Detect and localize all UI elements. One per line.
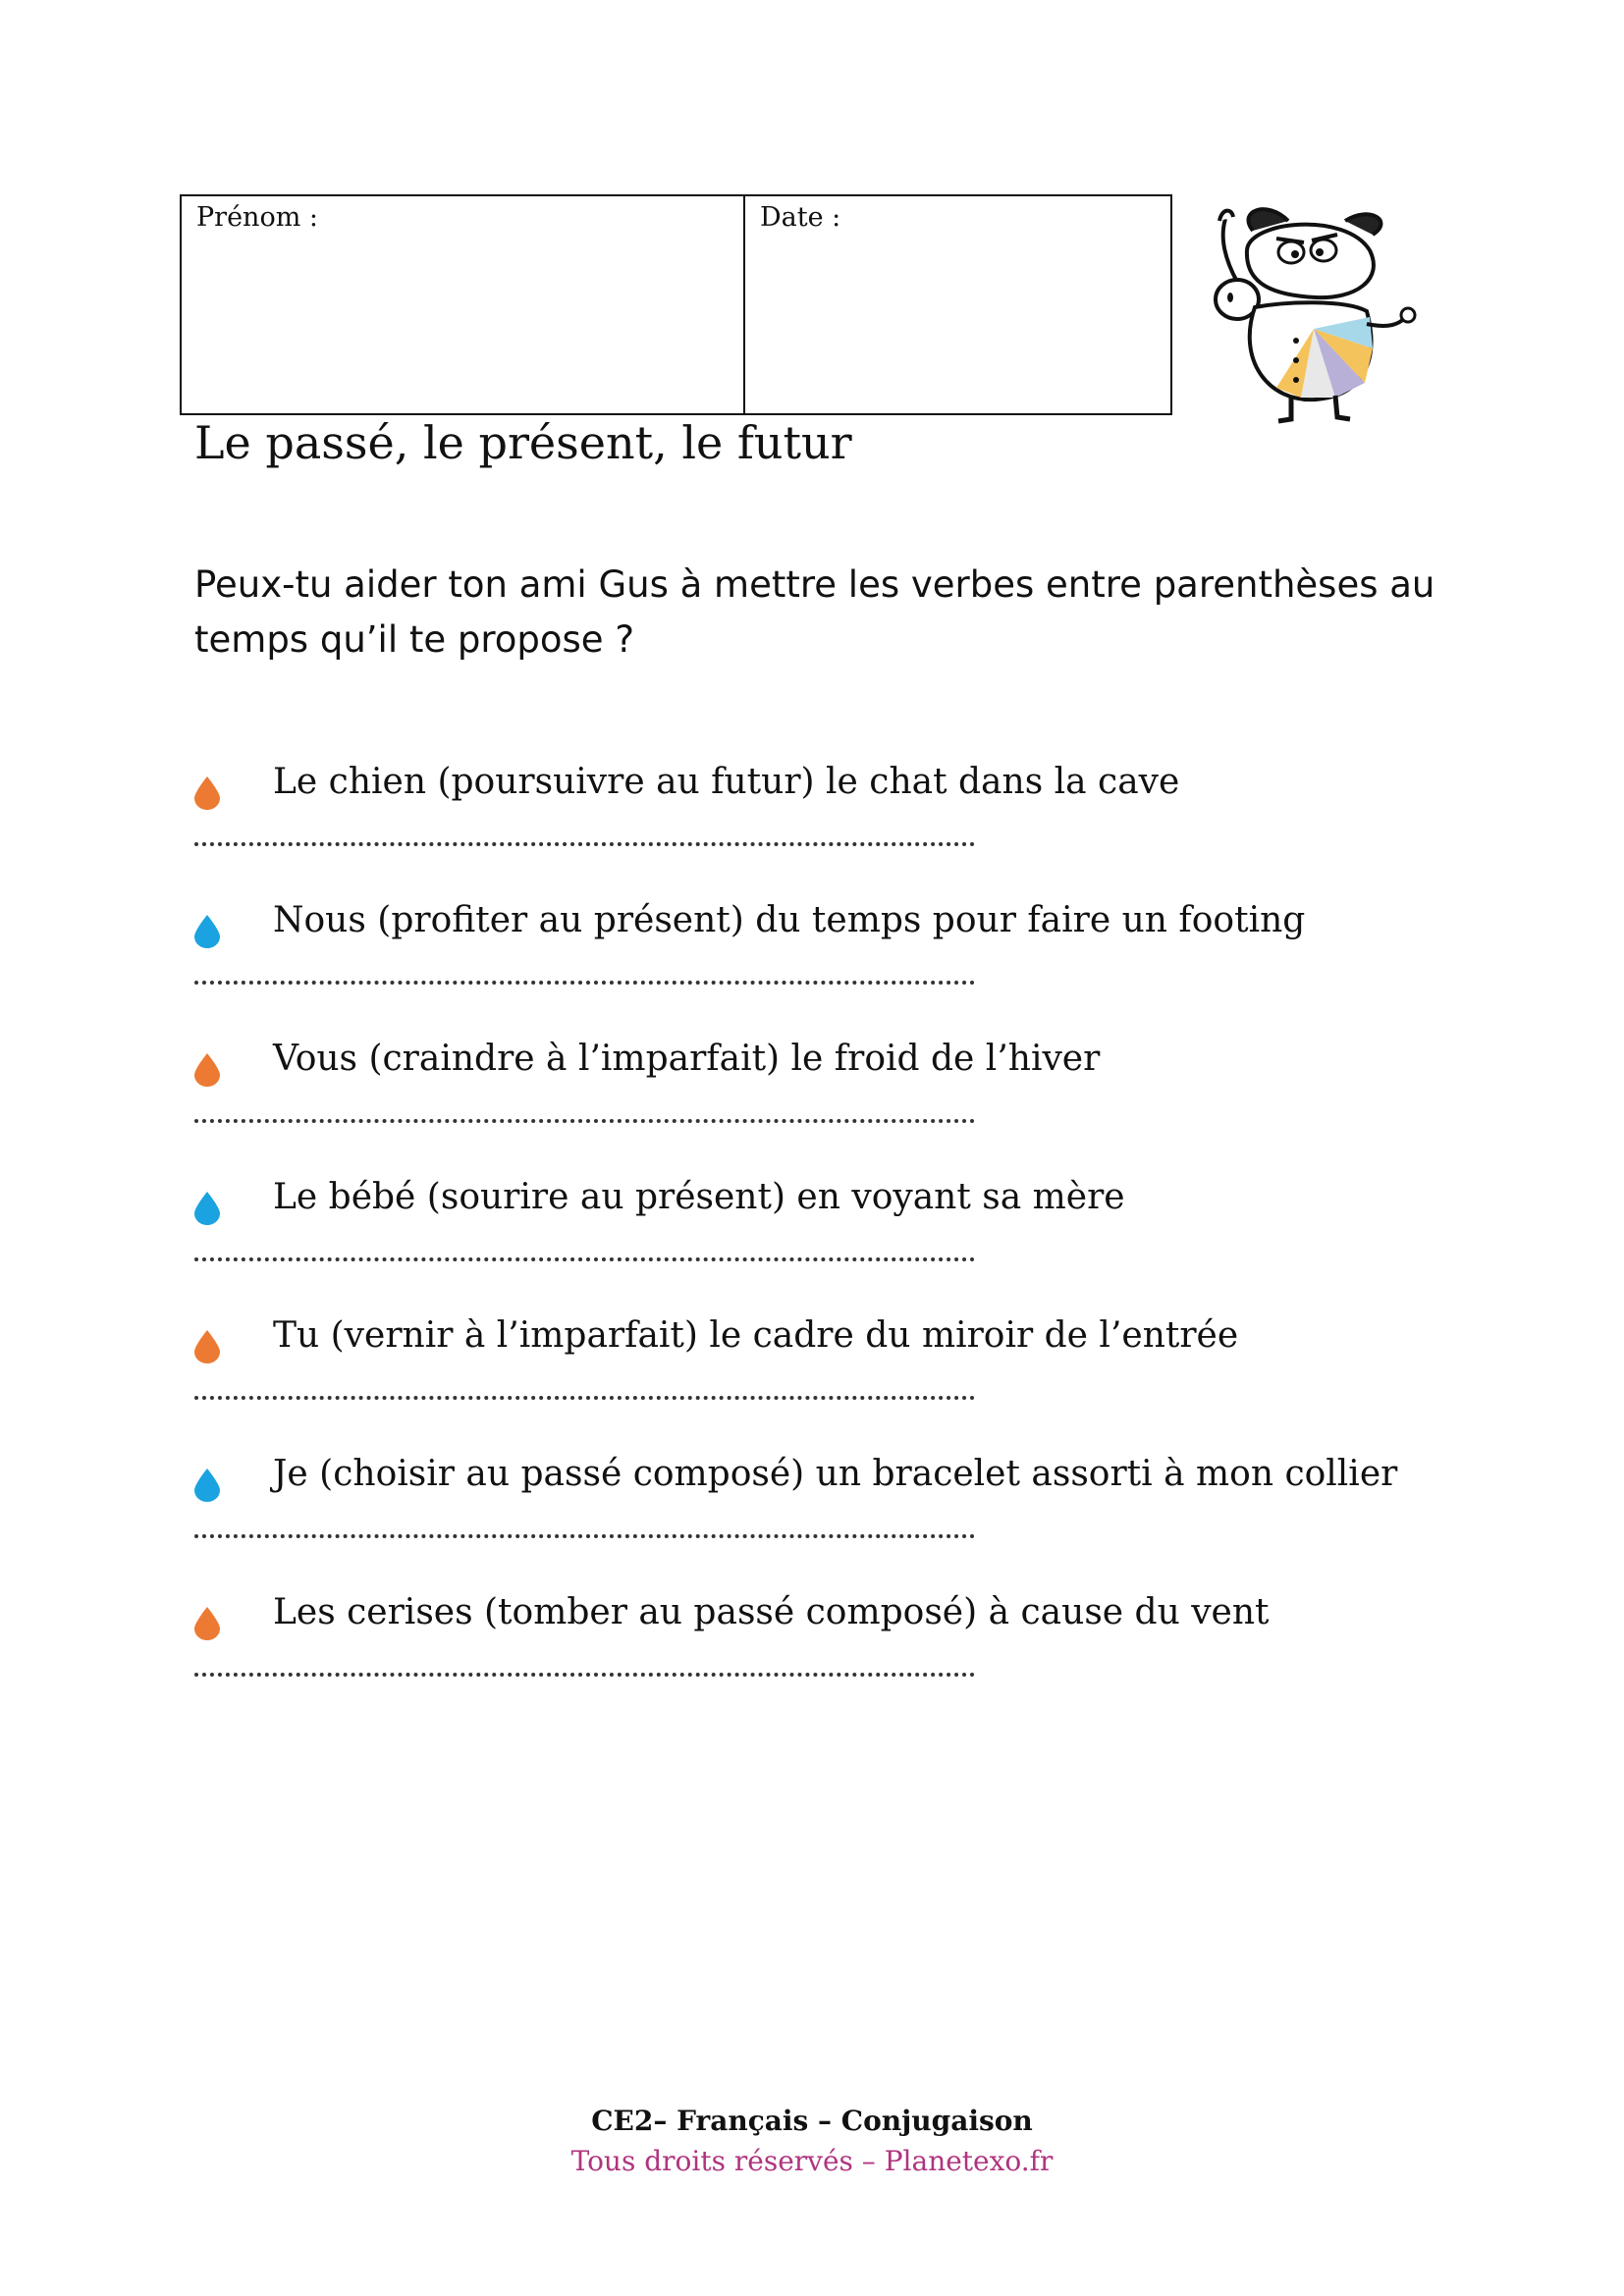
orange-drop-icon [194, 1330, 220, 1363]
exercise-item [194, 1039, 1471, 1176]
student-info-table [180, 194, 1172, 415]
blue-drop-icon [194, 1192, 220, 1225]
orange-drop-icon [194, 776, 220, 810]
exercise-item [194, 762, 1471, 899]
answer-line[interactable] [194, 1534, 975, 1538]
name-label: Prénom : [196, 202, 318, 233]
exercise-sentence: Le bébé (sourire au présent) en voyant sa mère [273, 1177, 1125, 1217]
blue-drop-icon [194, 1468, 220, 1502]
exercise-item [194, 1592, 1471, 1730]
exercise-sentence: Vous (craindre à l’imparfait) le froid de l’hiver [273, 1039, 1101, 1079]
footer-rights: Tous droits réservés – Planetexo.fr [570, 2145, 1054, 2177]
exercise-sentence: Les cerises (tomber au passé composé) à cause du vent [273, 1592, 1270, 1632]
cartoon-sheep-mascot-icon [1198, 191, 1424, 427]
exercise-sentence: Nous (profiter au présent) du temps pour faire un footing [273, 900, 1306, 940]
exercise-sentence: Le chien (poursuivre au futur) le chat dans la cave [273, 762, 1180, 802]
exercise-item [194, 900, 1471, 1038]
answer-line[interactable] [194, 1673, 975, 1677]
exercise-item [194, 1177, 1471, 1314]
date-field[interactable] [745, 196, 1170, 413]
exercise-sentence: Je (choisir au passé composé) un bracelet assorti à mon collier [273, 1454, 1398, 1494]
exercise-item [194, 1315, 1471, 1453]
orange-drop-icon [194, 1053, 220, 1087]
worksheet-title: Le passé, le présent, le futur [194, 416, 852, 469]
name-field[interactable] [182, 196, 745, 413]
answer-line[interactable] [194, 1396, 975, 1400]
blue-drop-icon [194, 915, 220, 948]
instruction-text: Peux-tu aider ton ami Gus à mettre les verbes entre parenthèses au temps qu’il te propose ? [194, 563, 1435, 661]
footer-course: CE2– Français – Conjugaison [591, 2105, 1033, 2137]
orange-drop-icon [194, 1607, 220, 1640]
exercise-sentence: Tu (vernir à l’imparfait) le cadre du miroir de l’entrée [273, 1315, 1239, 1356]
answer-line[interactable] [194, 981, 975, 985]
answer-line[interactable] [194, 1119, 975, 1123]
exercise-item [194, 1454, 1471, 1591]
answer-line[interactable] [194, 1257, 975, 1261]
answer-line[interactable] [194, 842, 975, 846]
date-label: Date : [760, 202, 841, 233]
